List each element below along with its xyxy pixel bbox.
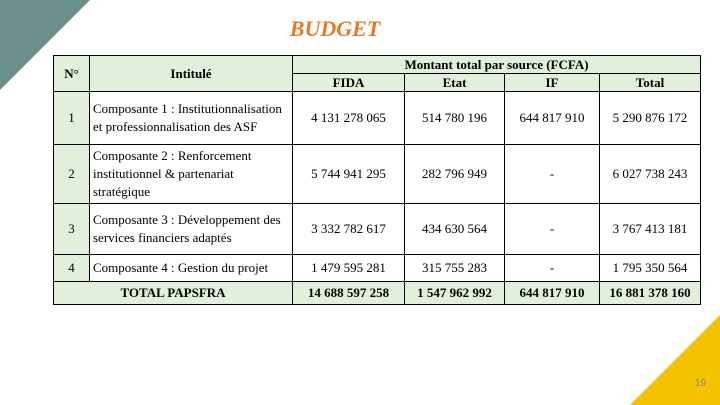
row-num: 1 <box>54 92 90 145</box>
total-total: 16 881 378 160 <box>600 282 701 305</box>
row-if: 644 817 910 <box>505 92 600 145</box>
row-if: - <box>505 204 600 255</box>
table-header-row <box>54 56 701 74</box>
corner-decoration-bottom-right <box>630 315 720 405</box>
row-total: 1 795 350 564 <box>600 255 701 282</box>
row-num: 3 <box>54 204 90 255</box>
budget-table <box>53 55 701 305</box>
row-etat: 282 796 949 <box>405 145 505 204</box>
row-label: Composante 4 : Gestion du projet <box>90 255 293 282</box>
row-fida: 4 131 278 065 <box>293 92 405 145</box>
row-if: - <box>505 255 600 282</box>
row-label: Composante 2 : Renforcement institutionnel & partenariat stratégique <box>90 145 293 204</box>
table-row <box>54 92 701 145</box>
table-row <box>54 204 701 255</box>
row-total: 6 027 738 243 <box>600 145 701 204</box>
row-num: 4 <box>54 255 90 282</box>
header-num: N° <box>54 56 90 92</box>
total-label: TOTAL PAPSFRA <box>54 282 293 305</box>
row-num: 2 <box>54 145 90 204</box>
total-if: 644 817 910 <box>505 282 600 305</box>
row-etat: 514 780 196 <box>405 92 505 145</box>
table-row <box>54 145 701 204</box>
slide-title: BUDGET <box>289 16 381 41</box>
row-label: Composante 3 : Développement des services financiers adaptés <box>90 204 293 255</box>
row-label: Composante 1 : Institutionnalisation et professionnalisation des ASF <box>90 92 293 145</box>
table-row <box>54 255 701 282</box>
row-fida: 5 744 941 295 <box>293 145 405 204</box>
header-fida: FIDA <box>293 74 405 92</box>
page-number: 19 <box>694 378 706 389</box>
row-fida: 3 332 782 617 <box>293 204 405 255</box>
total-fida: 14 688 597 258 <box>293 282 405 305</box>
header-etat: Etat <box>405 74 505 92</box>
row-total: 5 290 876 172 <box>600 92 701 145</box>
row-etat: 434 630 564 <box>405 204 505 255</box>
row-total: 3 767 413 181 <box>600 204 701 255</box>
header-if: IF <box>505 74 600 92</box>
header-group: Montant total par source (FCFA) <box>293 56 701 74</box>
header-total: Total <box>600 74 701 92</box>
header-label: Intitulé <box>90 56 293 92</box>
row-etat: 315 755 283 <box>405 255 505 282</box>
row-fida: 1 479 595 281 <box>293 255 405 282</box>
total-etat: 1 547 962 992 <box>405 282 505 305</box>
table-total-row <box>54 282 701 305</box>
row-if: - <box>505 145 600 204</box>
